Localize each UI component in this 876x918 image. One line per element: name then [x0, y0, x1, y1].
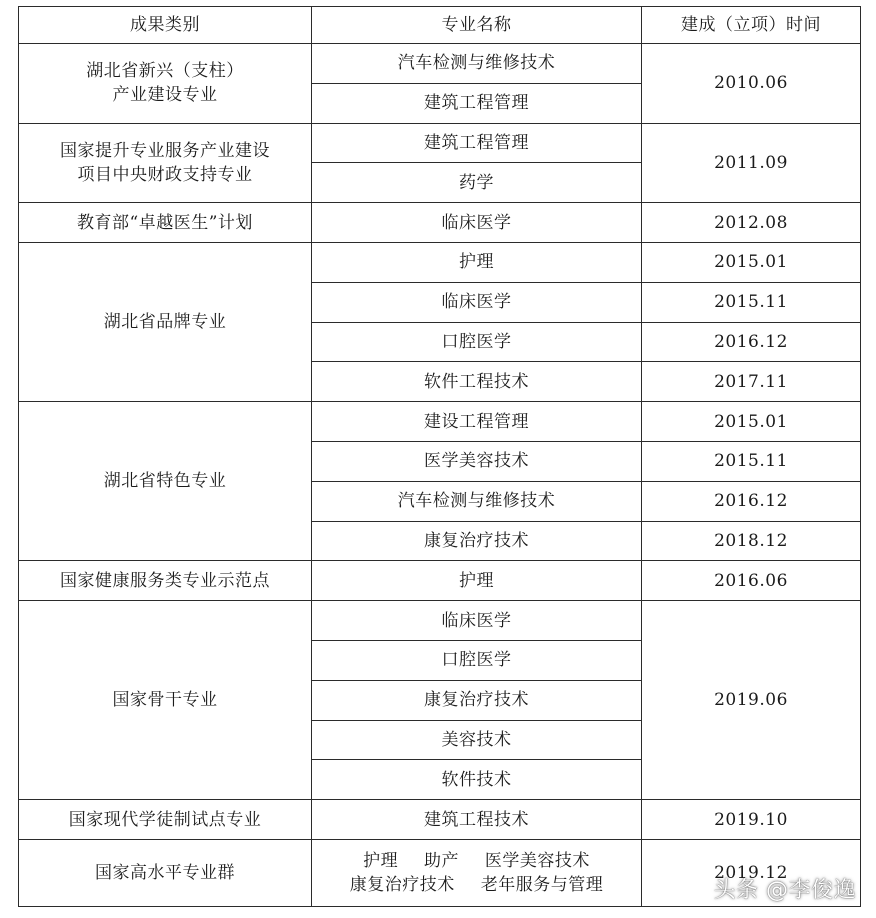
table-row: [19, 800, 861, 840]
watermark: 头条 @李俊逸: [713, 878, 856, 903]
major-cell: 护理: [312, 242, 642, 282]
major-cell: 临床医学: [312, 601, 642, 641]
category-cell: 湖北省品牌专业: [19, 242, 312, 401]
table-row: [19, 44, 861, 84]
major-cell: 康复治疗技术: [312, 521, 642, 561]
category-cell: 国家健康服务类专业示范点: [19, 561, 312, 601]
major-item: 助产: [424, 850, 459, 871]
major-cell: 软件工程技术: [312, 362, 642, 402]
major-item: 康复治疗技术: [349, 874, 455, 895]
major-item: 护理: [363, 850, 399, 871]
table-row: [19, 601, 861, 641]
table-row: [19, 123, 861, 163]
major-cell: [312, 839, 642, 906]
major-cell: 汽车检测与维修技术: [312, 44, 642, 84]
date-cell: 2011.09: [642, 123, 861, 203]
category-line: 项目中央财政支持专业: [77, 164, 253, 185]
category-cell: 国家骨干专业: [19, 601, 312, 800]
major-cell: 建筑工程管理: [312, 83, 642, 123]
table-row: [19, 242, 861, 282]
date-cell: 2019.12: [642, 839, 861, 906]
category-line: 湖北省新兴（支柱）: [86, 61, 244, 82]
date-cell: 2016.12: [642, 322, 861, 362]
major-cell: 康复治疗技术: [312, 680, 642, 720]
date-cell: 2017.11: [642, 362, 861, 402]
date-cell: 2015.11: [642, 282, 861, 322]
header-major: 专业名称: [312, 7, 642, 44]
achievements-table: [18, 6, 861, 907]
table-row: [19, 402, 861, 442]
header-category: 成果类别: [19, 7, 312, 44]
category-cell: 国家高水平专业群: [19, 839, 312, 906]
major-cell: 美容技术: [312, 720, 642, 760]
date-cell: 2016.12: [642, 481, 861, 521]
major-cell: 建设工程管理: [312, 402, 642, 442]
major-item: 医学美容技术: [484, 850, 590, 871]
date-cell: 2015.11: [642, 441, 861, 481]
major-cell: 临床医学: [312, 203, 642, 243]
date-cell: 2012.08: [642, 203, 861, 243]
category-line: 国家提升专业服务产业建设: [60, 140, 270, 161]
header-date: 建成（立项）时间: [642, 7, 861, 44]
major-cell: 口腔医学: [312, 322, 642, 362]
major-cell: 建筑工程技术: [312, 800, 642, 840]
major-cell: 口腔医学: [312, 640, 642, 680]
table-row: [19, 561, 861, 601]
date-cell: 2018.12: [642, 521, 861, 561]
date-cell: 2016.06: [642, 561, 861, 601]
date-cell: 2015.01: [642, 402, 861, 442]
table-row: [19, 203, 861, 243]
major-cell: 药学: [312, 163, 642, 203]
date-cell: 2015.01: [642, 242, 861, 282]
category-cell: 教育部“卓越医生”计划: [19, 203, 312, 243]
category-cell: [19, 123, 312, 203]
category-cell: [19, 44, 312, 124]
major-cell: 医学美容技术: [312, 441, 642, 481]
major-line: [316, 873, 637, 897]
major-item: 老年服务与管理: [480, 874, 604, 895]
major-cell: 建筑工程管理: [312, 123, 642, 163]
major-cell: 软件技术: [312, 760, 642, 800]
category-line: 产业建设专业: [112, 85, 218, 106]
date-cell: 2010.06: [642, 44, 861, 124]
category-cell: 湖北省特色专业: [19, 402, 312, 561]
table-header-row: [19, 7, 861, 44]
major-line: [316, 849, 637, 873]
category-cell: 国家现代学徒制试点专业: [19, 800, 312, 840]
date-cell: 2019.10: [642, 800, 861, 840]
major-cell: 临床医学: [312, 282, 642, 322]
date-cell: 2019.06: [642, 601, 861, 800]
major-cell: 汽车检测与维修技术: [312, 481, 642, 521]
major-cell: 护理: [312, 561, 642, 601]
